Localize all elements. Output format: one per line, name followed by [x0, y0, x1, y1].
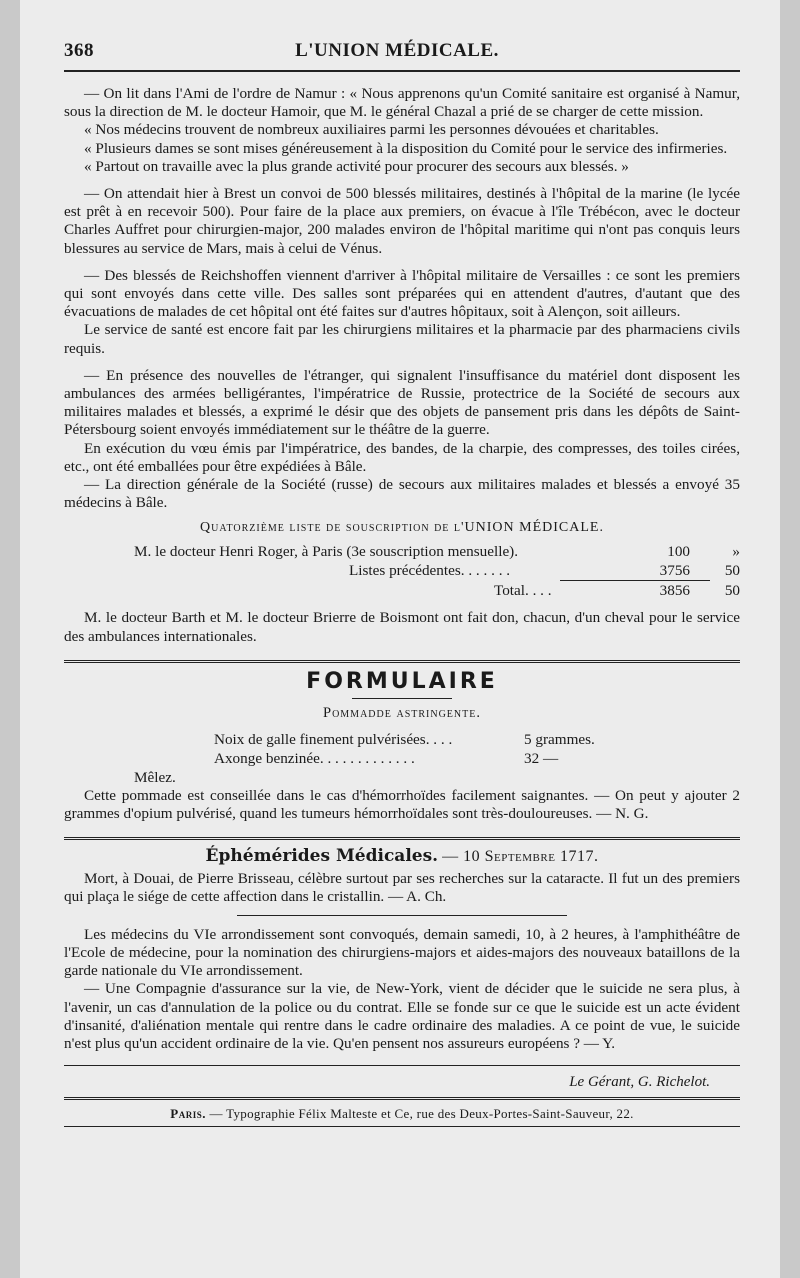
pommade-title: Pommadde astringente.	[323, 704, 481, 721]
formulaire-heading: FORMULAIRE	[306, 668, 498, 694]
journal-title: L'UNION MÉDICALE.	[295, 40, 499, 61]
signature-rule	[64, 1065, 740, 1066]
ingredient-qty: 32 —	[524, 749, 559, 767]
short-divider	[237, 915, 567, 916]
donation-paragraph: M. le docteur Barth et M. le docteur Brierre de Boismont ont fait don, chacun, d'un cheval pour le service des ambulances internationales.	[64, 609, 740, 645]
ephemerides-title	[64, 846, 740, 866]
subscription-label: Listes précédentes. . . . . . .	[349, 562, 511, 580]
ingredient-name: Noix de galle finement pulvérisées. . . .	[214, 730, 453, 748]
subscription-row	[64, 542, 740, 561]
printer-footer	[64, 1106, 740, 1122]
service-paragraph: Le service de santé est encore fait par les chirurgiens militaires et la pharmacie par des pharmaciens civils requis.	[64, 321, 740, 357]
formulaire-text: Cette pommade est conseillée dans le cas d'hémorrhoïdes facilement saignantes. — On peut y ajouter 2 grammes d'opium pulvérisé, quand les tumeurs hémorrhoïdales sont très-douloureuses. — N. G.	[64, 786, 740, 823]
brest-paragraph: — On attendait hier à Brest un convoi de 500 blessés militaires, destinés à l'hôpital de la marine (le lycée est prêt à en recevoir 500). Pour faire de la place aux premiers, on évacue à l'île Trébécon, avec le docteur Charles Auffret pour chirurgien-major, 200 malades environ de l'hôpital maritime qui n'ont pas conquis leurs blessures au service de Mars, mais à celui de Vénus.	[64, 185, 740, 257]
ingredient-qty: 5 grammes.	[524, 730, 595, 748]
section-divider	[64, 660, 740, 663]
subscription-row	[64, 561, 740, 580]
subscription-amount: 100	[667, 543, 690, 561]
execution-paragraph: En exécution du vœu émis par l'impératrice, des bandes, de la charpie, des compresses, des toiles cirées, etc., ont été emballées pour être expédiées à Bâle.	[64, 439, 740, 475]
subscription-total-row	[64, 581, 740, 600]
subscription-label: Total. . . .	[494, 582, 552, 600]
russie-paragraph: — En présence des nouvelles de l'étranger, qui signalent l'insuffisance du matériel dont disposent les ambulances des armées belligérantes, l'impératrice de Russie, protectrice de la Société de secours aux militaires malades et blessés, a exprimé le désir que des objets de pansement pris dans les dépôts de Saint-Pétersbourg soient envoyés immédiatement sur le théâtre de la guerre.	[64, 366, 740, 439]
header-rule	[64, 70, 740, 72]
footer-divider	[64, 1097, 740, 1100]
ingredient-row	[64, 749, 634, 768]
signature-text: Le Gérant, G. Richelot.	[569, 1074, 710, 1091]
page-header	[64, 40, 740, 66]
subscription-cents: »	[732, 543, 740, 561]
paragraph: « Nos médecins trouvent de nombreux auxiliaires parmi les personnes dévouées et charitables.	[84, 121, 659, 139]
subscription-amount: 3856	[659, 582, 690, 600]
ephemerides-text: Mort, à Douai, de Pierre Brisseau, célèbre surtout par ses recherches sur la cataracte. Il fut un des premiers qui plaça le siége de cette affection dans le cristallin. — A. Ch.	[64, 870, 740, 906]
subscription-amount: 3756	[659, 562, 690, 580]
page-number: 368	[64, 40, 94, 61]
paragraph: — On lit dans l'Ami de l'ordre de Namur : « Nous apprenons qu'un Comité sanitaire est organisé à Namur, sous la direction de M. le docteur Hamoir, que M. le général Chazal a prié de se charger de cette mission.	[64, 85, 740, 121]
assurance-paragraph: — Une Compagnie d'assurance sur la vie, de New-York, vient de décider que le suicide ne sera plus, à l'avenir, un cas d'annulation de la police ou du contrat. Elle se fonde sur ce que le suicide est un acte évident d'insanité, d'aliénation mentale qui rentre dans le cadre ordinaire des maladies. A ce point de vue, le suicide n'est plus qu'un accident ordinaire de la vie. Qu'en pensent nos assureurs européens ? — Y.	[64, 980, 740, 1052]
subscription-cents: 50	[724, 582, 740, 600]
melez-line: Mêlez.	[134, 768, 176, 786]
section-divider	[64, 837, 740, 840]
ingredient-row	[64, 730, 634, 749]
footer-text: — Typographie Félix Malteste et Ce, rue des Deux-Portes-Saint-Sauveur, 22.	[209, 1106, 634, 1122]
paragraph: « Plusieurs dames se sont mises généreusement à la disposition du Comité pour le service des infirmeries.	[84, 139, 728, 157]
footer-city: Paris.	[170, 1106, 206, 1122]
subscription-table	[64, 542, 740, 600]
ingredient-name: Axonge benzinée. . . . . . . . . . . . .	[214, 749, 415, 767]
subscription-cents: 50	[724, 562, 740, 580]
formulaire-rule	[352, 698, 452, 699]
arrondissement-paragraph: Les médecins du VIe arrondissement sont convoqués, demain samedi, 10, à 2 heures, à l'amphithéâtre de l'Ecole de médecine, pour la nomination des chirurgiens-majors et aides-majors des nouveaux bataillons de la garde nationale du VIe arrondissement.	[64, 925, 740, 980]
signature	[64, 1074, 740, 1091]
page	[20, 0, 780, 1278]
ephemerides-date: — 10 Septembre 1717.	[442, 848, 599, 866]
footer-rule	[64, 1126, 740, 1127]
paragraph: « Partout on travaille avec la plus grande activité pour procurer des secours aux blessés. »	[84, 157, 629, 175]
ephemerides-heading: Éphémérides Médicales.	[205, 846, 439, 867]
subscription-label: M. le docteur Henri Roger, à Paris (3e souscription mensuelle).	[134, 543, 519, 561]
direction-paragraph: — La direction générale de la Société (russe) de secours aux militaires malades et blessés a envoyé 35 médecins à Bâle.	[64, 476, 740, 512]
namur-section	[64, 85, 740, 176]
subscription-title: Quatorzième liste de souscription de l'UNION MÉDICALE.	[200, 520, 604, 536]
reichshoffen-paragraph: — Des blessés de Reichshoffen viennent d'arriver à l'hôpital militaire de Versailles : ce sont les premiers qui sont envoyés dans cette ville. Des salles sont préparées qui en attendent d'autres, d'autant que des évacuations de malades de cet hôpital ont été faites sur d'autres hôpitaux, soit à Alençon, soit ailleurs.	[64, 266, 740, 321]
